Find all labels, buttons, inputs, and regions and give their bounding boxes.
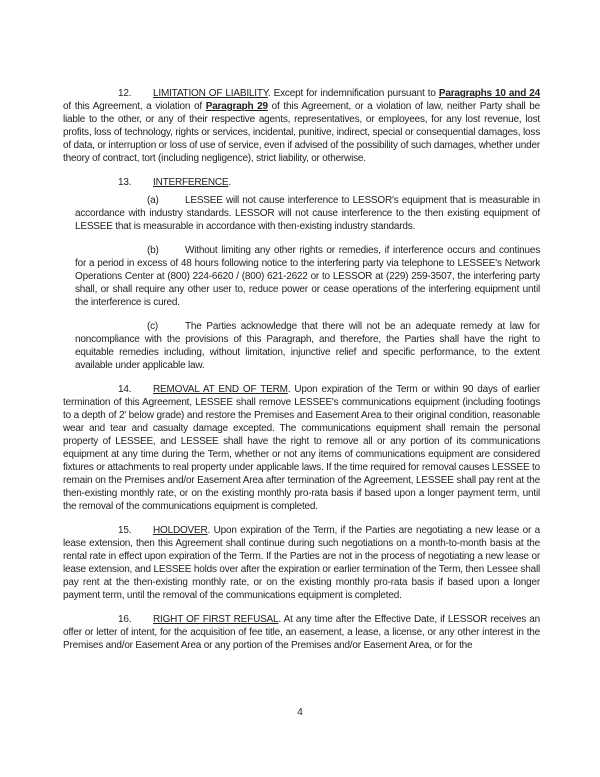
paragraph-13-number: 13. <box>118 177 132 188</box>
subparagraph-c-marker: (c) <box>147 321 159 332</box>
page-number: 4 <box>297 707 303 718</box>
paragraph-12 <box>63 87 540 165</box>
subparagraph-c-text: The Parties acknowledge that there will not be an adequate remedy at law for noncompliance with the provisions of this Paragraph, and therefore, the Parties shall have the right to equitable remedies including, without limitation, injunctive relief and specific performance, to the extent available under applicable law. <box>75 321 540 371</box>
subparagraph-b <box>75 244 540 309</box>
paragraph-16 <box>63 613 540 652</box>
paragraph-13-heading <box>63 176 540 189</box>
document-body <box>63 87 540 663</box>
paragraph-15 <box>63 524 540 602</box>
paragraph-15-number: 15. <box>118 525 132 536</box>
paragraph-14-text: REMOVAL AT END OF TERM. Upon expiration of the Term or within 90 days of earlier termination of this Agreement, LESSEE shall remove LESSEE's communications equipment (including footings to a depth of 2' below grade) and restore the Premises and Easement Area to their original condition, reasonable wear and tear and casualty damage excepted. The communications equipment shall remain the personal property of LESSEE, and LESSEE shall have the right to remove all or any portion of its communications equipment at any time during the Term, whether or not any items of communications equipment are considered fixtures or attachments to real property under applicable laws. If the time required for removal causes LESSEE to remain on the Premises and/or Easement Area after termination of the Agreement, LESSEE shall pay rent at the then-existing monthly rate, or on the existing monthly pro-rata basis if based upon a longer payment term, until the removal of the communications equipment is completed. <box>63 384 540 512</box>
paragraph-16-number: 16. <box>118 614 132 625</box>
paragraph-13-text: INTERFERENCE. <box>153 177 231 188</box>
subparagraph-b-text: Without limiting any other rights or remedies, if interference occurs and continues for a period in excess of 48 hours following notice to the interfering party via telephone to LESSEE's Network Operations Center at (800) 224-6620 / (800) 621-2622 or to LESSOR at (229) 259-3507, the interfering party shall, or shall require any other user to, reduce power or cease operations of the interfering equipment until the interference is cured. <box>75 245 540 308</box>
paragraph-12-text: LIMITATION OF LIABILITY. Except for indemnification pursuant to Paragraphs 10 and 24 of this Agreement, a violation of Paragraph 29 of this Agreement, or a violation of law, neither Party shall be liable to the other, or any of their respective agents, representatives, or employees, for any lost revenue, lost profits, loss of technology, rights or services, incidental, punitive, indirect, special or consequential damages, loss of data, or interruption or loss of use of service, even if advised of the possibility of such damages, whether under theory of contract, tort (including negligence), strict liability, or otherwise. <box>63 88 540 164</box>
subparagraph-a-marker: (a) <box>147 195 159 206</box>
subparagraph-a-text: LESSEE will not cause interference to LESSOR's equipment that is measurable in accordance with industry standards. LESSOR will not cause interference to the then existing equipment of LESSEE that is measurable in accordance with then-existing industry standards. <box>75 195 540 232</box>
paragraph-16-text: RIGHT OF FIRST REFUSAL. At any time after the Effective Date, if LESSOR receives an offer or letter of intent, for the acquisition of fee title, an easement, a lease, a license, or any other interest in the Premises and/or Easement Area or any portion of the Premises and/or Easement Area, or for the <box>63 614 540 651</box>
subparagraph-c <box>75 320 540 372</box>
subparagraph-a <box>75 194 540 233</box>
paragraph-14-number: 14. <box>118 384 132 395</box>
paragraph-14 <box>63 383 540 513</box>
subparagraph-b-marker: (b) <box>147 245 159 256</box>
paragraph-15-text: HOLDOVER. Upon expiration of the Term, if the Parties are negotiating a new lease or a lease extension, then this Agreement shall continue during such negotiations on a month-to-month basis at the rental rate in effect upon expiration of the Term. If the Parties are not in the process of negotiating a new lease or lease extension, and LESSEE holds over after the expiration or earlier termination of the Term, then Lessee shall pay rent at the then-existing monthly rate, or on the existing monthly pro-rata basis if based upon a longer payment term, until the removal of the communications equipment is completed. <box>63 525 540 601</box>
paragraph-12-number: 12. <box>118 88 132 99</box>
